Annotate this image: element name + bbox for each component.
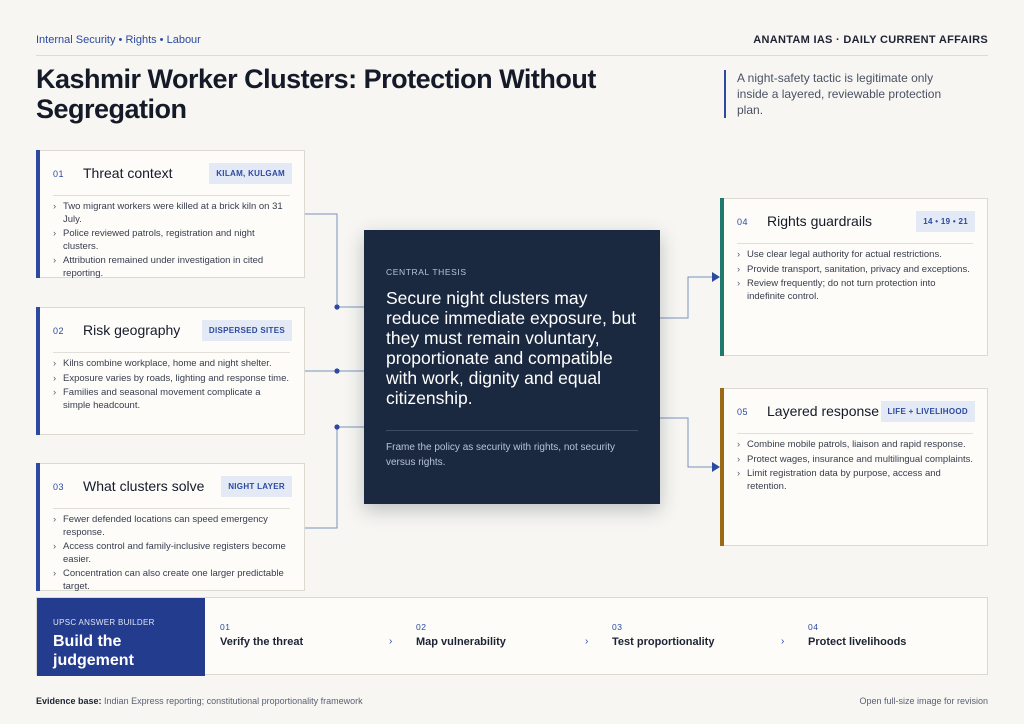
card-accent-bar [36,307,40,435]
bullet-item: › Two migrant workers were killed at a brick kiln on 31 July. [53,201,290,226]
arrowhead-card-04 [712,272,720,282]
card-number: 02 [53,326,65,336]
card-tag: LIFE + LIVELIHOOD [881,401,975,422]
card-tag: 14 • 19 • 21 [916,211,975,232]
bullet-item: › Families and seasonal movement complicate a simple headcount. [53,387,290,412]
card-bullet-list [53,201,290,282]
connector-dot-03 [334,424,339,429]
connector-card-03 [305,427,364,528]
card-threat-context [36,150,305,278]
central-thesis-panel [364,230,660,504]
card-risk-geography [36,307,305,435]
brand-label: ANANTAM IAS · DAILY CURRENT AFFAIRS [753,34,988,46]
card-bullet-list [737,249,973,305]
evidence-label: Evidence base: [36,696,102,706]
step-number: 02 [416,622,427,632]
card-title: Risk geography [83,322,181,338]
bullet-item: › Limit registration data by purpose, access and retention. [737,468,973,493]
card-accent-bar [720,388,724,546]
connector-dot-01 [334,304,339,309]
card-rights-guardrails [720,198,988,356]
step-number: 04 [808,622,819,632]
card-bullet-list [53,358,290,414]
card-accent-bar [36,150,40,278]
card-number: 03 [53,482,65,492]
chevron-right-icon: › [389,636,393,647]
answer-builder-header [37,598,205,676]
card-bullet-list [53,514,290,595]
card-divider [53,352,290,353]
card-title: Threat context [83,165,173,181]
card-header [737,401,975,427]
card-number: 01 [53,169,65,179]
page-title: Kashmir Worker Clusters: Protection Without Segregation [36,64,596,124]
card-tag: NIGHT LAYER [221,476,292,497]
chevron-right-icon: › [781,636,785,647]
step-number: 03 [612,622,623,632]
builder-step-4 [808,622,978,648]
card-header [53,163,292,189]
card-header [53,476,292,502]
bullet-item: › Use clear legal authority for actual restrictions. [737,249,973,262]
card-accent-bar [36,463,40,591]
answer-builder-title: Build the judgement [53,633,134,669]
thesis-note: Frame the policy as security with rights, not security versus rights. [386,442,615,468]
topic-kicker: Internal Security • Rights • Labour [36,34,201,46]
answer-builder-strip [36,597,988,675]
bullet-item: › Combine mobile patrols, liaison and rapid response. [737,439,973,452]
answer-builder-label: UPSC ANSWER BUILDER [53,618,155,627]
card-header [737,211,975,237]
bullet-item: › Protect wages, insurance and multilingual complaints. [737,454,973,467]
step-label: Test proportionality [612,636,715,648]
arrowhead-card-05 [712,462,720,472]
card-tag: DISPERSED SITES [202,320,292,341]
thesis-label: CENTRAL THESIS [386,267,467,277]
evidence-text: Indian Express reporting; constitutional proportionality framework [104,696,363,706]
bullet-item: › Review frequently; do not turn protection into indefinite control. [737,278,973,303]
card-divider [737,433,973,434]
card-title: Rights guardrails [767,213,873,229]
card-layered-response [720,388,988,546]
builder-step-2 [416,622,589,648]
card-number: 05 [737,407,749,417]
card-header [53,320,292,346]
bullet-item: › Exposure varies by roads, lighting and response time. [53,373,290,386]
connector-card-04 [660,277,712,318]
card-bullet-list [737,439,973,495]
top-bar [36,28,988,56]
step-label: Verify the threat [220,636,304,648]
step-label: Map vulnerability [416,636,506,648]
bullet-item: › Police reviewed patrols, registration and night clusters. [53,228,290,253]
connector-card-01 [305,214,364,307]
card-accent-bar [720,198,724,356]
thesis-divider [386,430,638,431]
card-what-clusters-solve [36,463,305,591]
card-title: Layered response [767,403,880,419]
connector-card-05 [660,418,712,467]
full-size-image-link[interactable]: Open full-size image for revision [859,696,988,706]
thesis-statement: Secure night clusters may reduce immediate exposure, but they must remain voluntary, proportionate and compatible with work, dignity and equal citizenship. [386,288,636,408]
bullet-item: › Concentration can also create one larger predictable target. [53,568,290,593]
bullet-item: › Provide transport, sanitation, privacy and exceptions. [737,264,973,277]
bullet-item: › Kilns combine workplace, home and night shelter. [53,358,290,371]
card-divider [53,508,290,509]
connector-dot-02 [334,368,339,373]
card-divider [53,195,290,196]
card-tag: KILAM, KULGAM [209,163,292,184]
tagline: A night-safety tactic is legitimate only inside a layered, reviewable protection plan. [724,70,954,118]
bullet-item: › Fewer defended locations can speed emergency response. [53,514,290,539]
bullet-item: › Access control and family-inclusive registers become easier. [53,541,290,566]
evidence-base [36,696,363,706]
step-number: 01 [220,622,231,632]
card-number: 04 [737,217,749,227]
builder-step-3 [612,622,785,648]
card-title: What clusters solve [83,478,205,494]
chevron-right-icon: › [585,636,589,647]
bullet-item: › Attribution remained under investigation in cited reporting. [53,255,290,280]
builder-step-1 [220,622,393,648]
step-label: Protect livelihoods [808,636,907,648]
card-divider [737,243,973,244]
